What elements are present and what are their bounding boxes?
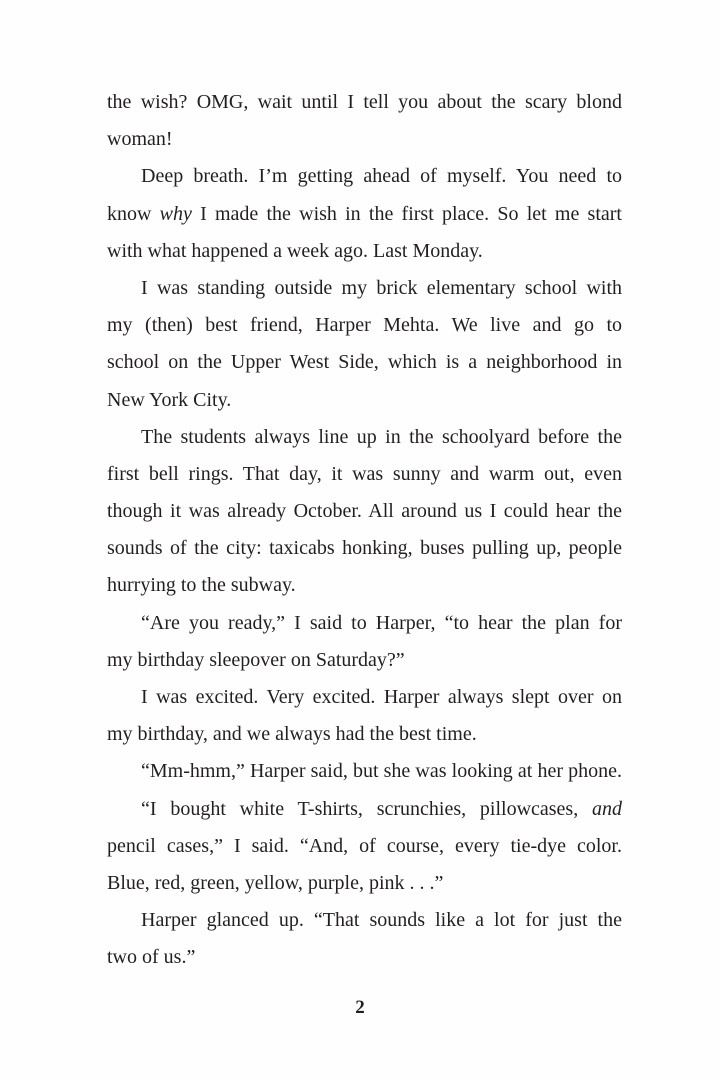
text-line: Deep breath. I’m getting ahead of myself. You need to: [141, 165, 622, 188]
text-line: I was standing outside my brick elementary school with: [141, 276, 622, 299]
text-line: though it was already October. All around us I could hear the: [107, 500, 622, 523]
italic-emphasis: why: [159, 202, 192, 225]
text-line: Harper glanced up. “That sounds like a lot for just the: [141, 909, 622, 932]
text-line: my birthday sleepover on Saturday?”: [107, 648, 405, 671]
text-line: my (then) best friend, Harper Mehta. We live and go to: [107, 314, 622, 337]
italic-emphasis: and: [592, 797, 622, 820]
text-line: The students always line up in the schoolyard before the: [141, 425, 622, 448]
text-line: New York City.: [107, 388, 232, 411]
text-line: “Mm-hmm,” Harper said, but she was looking at her phone.: [141, 760, 622, 783]
body-text: [107, 84, 622, 977]
text-line: know why I made the wish in the first place. So let me start: [107, 202, 622, 225]
text-line: “Are you ready,” I said to Harper, “to hear the plan for: [141, 611, 622, 634]
text-line: woman!: [107, 128, 173, 151]
text-line: Blue, red, green, yellow, purple, pink . . .”: [107, 871, 444, 894]
page-number: 2: [355, 997, 365, 1018]
text-line: with what happened a week ago. Last Monday.: [107, 239, 483, 262]
text-line: “I bought white T-shirts, scrunchies, pillowcases, and: [141, 797, 622, 820]
text-line: first bell rings. That day, it was sunny and warm out, even: [107, 462, 622, 485]
text-line: sounds of the city: taxicabs honking, buses pulling up, people: [107, 537, 622, 560]
text-line: the wish? OMG, wait until I tell you about the scary blond: [107, 91, 622, 113]
text-line: school on the Upper West Side, which is a neighborhood in: [107, 351, 622, 374]
text-line: I was excited. Very excited. Harper always slept over on: [141, 686, 622, 708]
text-line: pencil cases,” I said. “And, of course, every tie-dye color.: [107, 834, 622, 857]
text-line: hurrying to the subway.: [107, 574, 296, 597]
text-line: two of us.”: [107, 946, 196, 969]
text-line: my birthday, and we always had the best time.: [107, 723, 477, 746]
